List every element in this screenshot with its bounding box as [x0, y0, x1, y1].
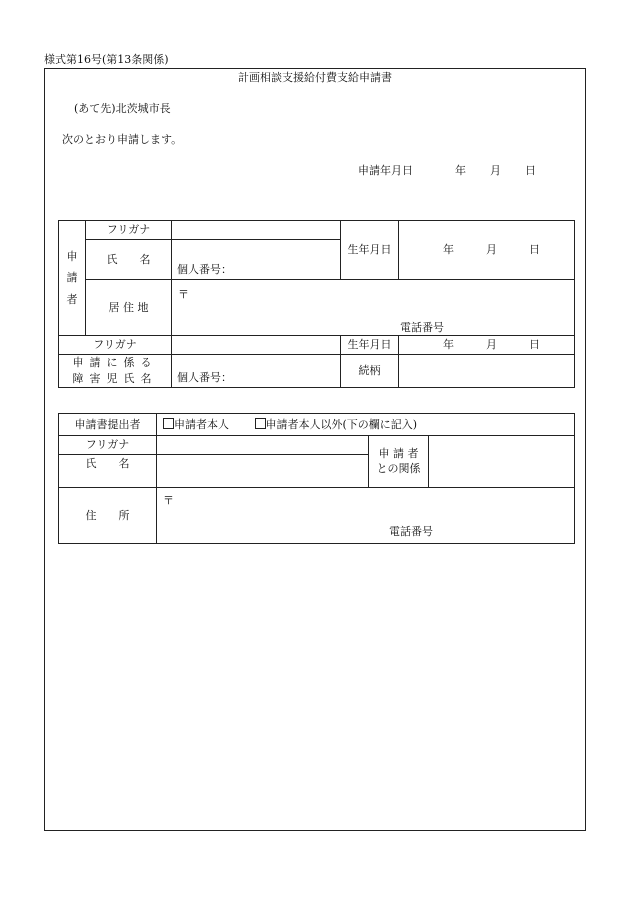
submitter-postal-mark: 〒 [163, 494, 174, 507]
child-birth-label: 生年月日 [341, 336, 399, 355]
applicant-address-field[interactable] [172, 280, 575, 336]
submitter-relation-label: 申 請 者 との関係 [369, 436, 429, 488]
submitter-name-label: 氏 名 [59, 455, 157, 488]
submitter-phone-label: 電話番号 [389, 525, 433, 538]
applicant-birth-field[interactable]: 年 月 日 [399, 221, 575, 280]
applicant-birth-label: 生年月日 [341, 221, 399, 280]
child-birth-field[interactable]: 年 月 日 [399, 336, 575, 355]
application-date-day: 日 [525, 164, 536, 177]
submitter-furigana-field[interactable] [157, 436, 369, 455]
applicant-individual-number-label: 個人番号： [177, 262, 232, 276]
submitter-name-field[interactable] [157, 455, 369, 488]
applicant-table [58, 220, 575, 388]
addressee: (あて先)北茨城市長 [74, 102, 171, 115]
child-name-field[interactable] [172, 355, 341, 388]
application-date-month: 月 [490, 164, 501, 177]
child-individual-number-label: 個人番号： [177, 370, 232, 384]
child-relation-label: 続柄 [341, 355, 399, 388]
submitter-furigana-label: フリガナ [59, 436, 157, 455]
submitter-self-checkbox[interactable] [163, 418, 174, 429]
applicant-postal-mark: 〒 [178, 288, 189, 301]
applicant-name-label: 氏 名 [86, 240, 172, 280]
submitter-other-label: 申請者本人以外(下の欄に記入) [265, 417, 418, 431]
application-date-label: 申請年月日 [358, 164, 413, 177]
applicant-name-field[interactable] [172, 240, 341, 280]
child-name-label: 申請に係る 障害児氏名 [59, 355, 172, 388]
submitter-table [58, 413, 575, 544]
application-date [358, 165, 536, 176]
submitter-self-label: 申請者本人 [174, 417, 229, 431]
applicant-phone-label: 電話番号 [400, 321, 444, 334]
submitter-label: 申請書提出者 [59, 414, 157, 436]
applicant-section-label: 申 請 者 [59, 221, 86, 336]
child-furigana-field[interactable] [172, 336, 341, 355]
intro-text: 次のとおり申請します。 [62, 133, 183, 146]
form-number: 様式第16号(第13条関係) [44, 53, 169, 66]
applicant-furigana-field[interactable] [172, 221, 341, 240]
child-furigana-label: フリガナ [59, 336, 172, 355]
child-relation-field[interactable] [399, 355, 575, 388]
application-date-year: 年 [455, 164, 466, 177]
submitter-address-field[interactable] [157, 488, 575, 544]
applicant-address-label: 居 住 地 [86, 280, 172, 336]
submitter-options [157, 414, 575, 436]
applicant-furigana-label: フリガナ [86, 221, 172, 240]
submitter-relation-field[interactable] [429, 436, 575, 488]
submitter-address-label: 住 所 [59, 488, 157, 544]
submitter-other-checkbox[interactable] [255, 418, 266, 429]
form-title: 計画相談支援給付費支給申請書 [238, 71, 392, 84]
